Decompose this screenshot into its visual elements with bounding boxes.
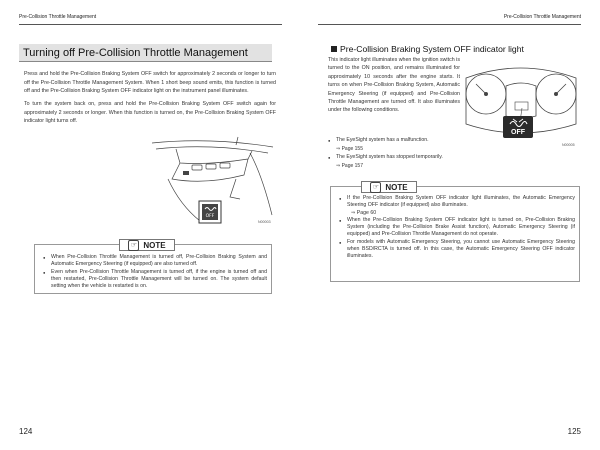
running-header-right: Pre-Collision Throttle Management: [503, 14, 581, 20]
note-hand-icon: ☞: [128, 240, 139, 251]
right-figure-code: N00005: [562, 143, 575, 147]
square-bullet-icon: [331, 46, 337, 52]
left-note-header: ☞ NOTE: [119, 239, 175, 251]
left-note-list: [43, 254, 267, 290]
right-note-header: ☞ NOTE: [361, 181, 417, 193]
note-hand-icon: ☞: [370, 182, 381, 193]
left-note-item: ● When Pre-Collision Throttle Management is turned off, Pre-Collision Braking System and Automatic Emergency Steering (if equipped) are also turned off.: [43, 254, 267, 269]
right-note-item: ● If the Pre-Collision Braking System OFF indicator light illuminates, the Automatic Emergency Steering OFF indicator (if equipped) also illuminates.: [339, 195, 575, 210]
page-number-left: 124: [19, 427, 33, 436]
page-reference: ⇒ Page 60: [351, 209, 377, 216]
header-rule-right: [318, 24, 581, 25]
right-note-box: [330, 182, 580, 282]
right-note-item: ● For models with Automatic Emergency Steering, you cannot use Automatic Emergency Steering when BSD/RCTA is turned off. In this case, the Automatic Emergency Steering OFF indicator illuminates.: [339, 239, 575, 261]
page-reference: ⇒ Page 155: [336, 146, 363, 152]
left-paragraph-2: To turn the system back on, press and hold the Pre-Collision Braking System OFF switch again for approximately 2 seconds or longer. When this function is turned on, the Pre-Collision Braking System OFF indicator light turns off.: [24, 101, 276, 125]
right-note-list: [339, 195, 575, 261]
right-note-item: ● When the Pre-Collision Braking System OFF indicator light is turned on, Pre-Collision Braking System (including the Pre-Collision Brake Assist function), Automatic Emergency Steering (if equipped) and Pre-Collision Throttle Management do not operate.: [339, 217, 575, 239]
off-switch-location: [183, 171, 189, 175]
page-reference: ⇒ Page 157: [336, 163, 363, 169]
section-title: Turning off Pre-Collision Throttle Management: [19, 44, 272, 62]
indicator-subtitle: Pre-Collision Braking System OFF indicator light: [331, 44, 524, 54]
indicator-location: [515, 102, 528, 110]
left-figure-code: N00003: [258, 220, 271, 224]
header-rule-left: [19, 24, 282, 25]
svg-text:OFF: OFF: [205, 214, 215, 219]
braking-off-indicator-icon: [503, 116, 533, 138]
left-paragraph-1: Press and hold the Pre-Collision Braking System OFF switch for approximately 2 seconds or longer to turn off the Pre-Collision Throttle Management System. When 1 short beep sound emits, this function is turned off and the Pre-Collision Braking System OFF indicator light on the instrument panel illuminates.: [24, 71, 276, 95]
indicator-off-text: OFF: [511, 129, 525, 136]
right-paragraph-1: This indicator light illuminates when the ignition switch is turned to the ON position, and remains illuminated for approximately 10 seconds after the engine starts. It turns on when Pre-Collision Braking System, Automatic Emergency Steering (if equipped) and Pre-Collision Throttle Management are turned off. It also illuminates under the following conditions.: [328, 57, 460, 114]
left-note-box: [34, 240, 272, 294]
condition-item: ● The EyeSight system has stopped temporarily.: [328, 153, 488, 162]
condition-item: ● The EyeSight system has a malfunction.: [328, 136, 488, 145]
page-number-right: 125: [567, 427, 581, 436]
running-header-left: Pre-Collision Throttle Management: [19, 14, 97, 20]
braking-off-switch-icon: [198, 200, 222, 224]
eyesight-indicator-icon: [503, 116, 533, 128]
left-note-item: ● Even when Pre-Collision Throttle Management is turned off, if the engine is turned off and then restarted, Pre-Collision Throttle Management will be turned on. The system default setting when the vehicle is restarted is on.: [43, 269, 267, 291]
